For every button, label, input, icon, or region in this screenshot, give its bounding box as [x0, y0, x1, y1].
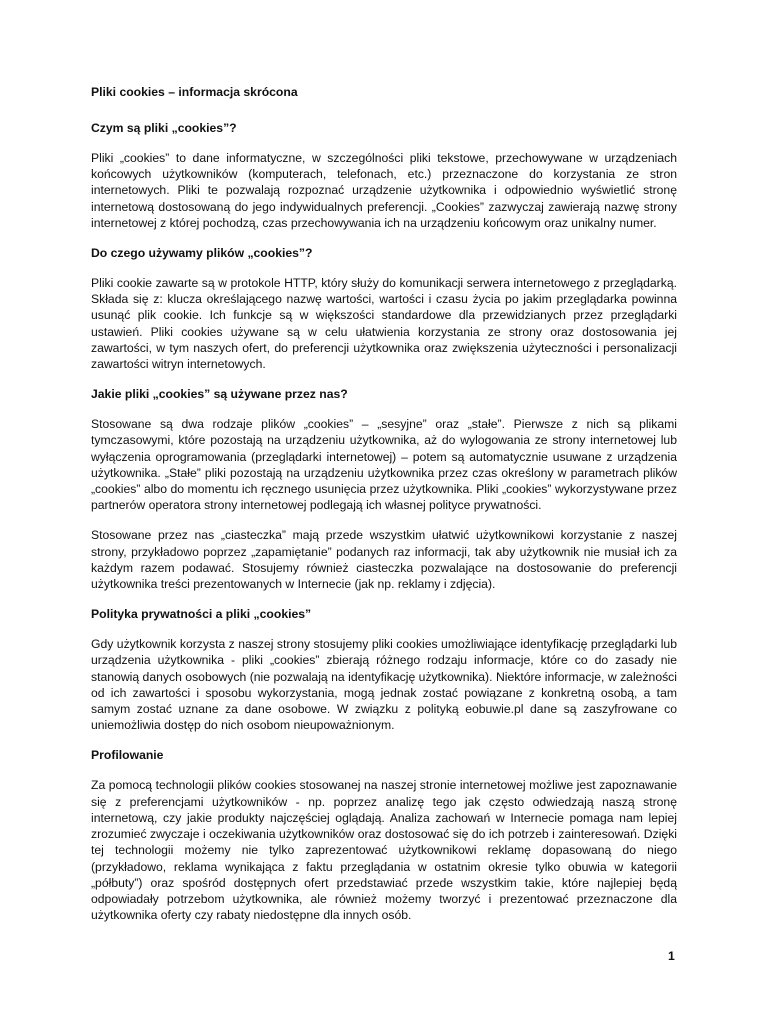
page-number: 1 [668, 949, 675, 963]
section-paragraph: Pliki cookie zawarte są w protokole HTTP, który służy do komunikacji serwera internetowego z przeglądarką. Składa się z: klucza określającego nazwę wartości, wartości i czasu życia po jakim przeglądarka powinna usunąć plik cookie. Ich funkcje są w większości standardowe dla przewidzianych przez przeglądarki ustawień. Pliki cookies używane są w celu ułatwienia korzystania ze strony oraz dostosowania jej zawartości, w tym naszych ofert, do preferencji użytkownika oraz zwiększenia użyteczności i personalizacji zawartości witryn internetowych. [91, 276, 677, 372]
section-heading: Czym są pliki „cookies”? [91, 121, 237, 135]
section-paragraph: Pliki „cookies” to dane informatyczne, w szczególności pliki tekstowe, przechowywane w urządzeniach końcowych użytkowników (komputerach, telefonach, etc.) przeznaczone do korzystania ze stron internetowych. Pliki te pozwalają rozpoznać urządzenie użytkownika i odpowiednio wyświetlić stronę internetową dostosowaną do jego indywidualnych preferencji. „Cookies” zazwyczaj zawierają nazwę strony internetowej z której pochodzą, czas przechowywania ich na urządzeniu końcowym oraz unikalny numer. [91, 151, 677, 230]
section-paragraph: Stosowane są dwa rodzaje plików „cookies” – „sesyjne” oraz „stałe”. Pierwsze z nich są plikami tymczasowymi, które pozostają na urządzeniu użytkownika, aż do wylogowania ze strony internetowej lub wyłączenia oprogramowania (przeglądarki internetowej) – potem są automatycznie usuwane z urządzenia użytkownika. „Stałe” pliki pozostają na urządzeniu użytkownika przez czas określony w parametrach plików „cookies” albo do momentu ich ręcznego usunięcia przez użytkownika. Pliki „cookies” wykorzystywane przez partnerów operatora strony internetowej podlegają ich własnej polityce prywatności. [91, 417, 677, 513]
document-page [91, 84, 677, 937]
section-paragraph: Gdy użytkownik korzysta z naszej strony stosujemy pliki cookies umożliwiające identyfikację przeglądarki lub urządzenia użytkownika - pliki „cookies” zbierają różnego rodzaju informacje, które co do zasady nie stanowią danych osobowych (nie pozwalają na identyfikację użytkownika). Niektóre informacje, w zależności od ich zawartości i sposobu wykorzystania, mogą jednak zostać powiązane z konkretną osobą, a tam samym zostać uznane za dane osobowe. W związku z polityką eobuwie.pl dane są zaszyfrowane co uniemożliwia dostęp do nich osobom nieupoważnionym. [91, 637, 677, 733]
section-paragraph: Stosowane przez nas „ciasteczka” mają przede wszystkim ułatwić użytkownikowi korzystanie z naszej strony, przykładowo poprzez „zapamiętanie” podanych raz informacji, tak aby użytkownik nie musiał ich za każdym razem podawać. Stosujemy również ciasteczka pozwalające na dostosowanie do preferencji użytkownika treści prezentowanych w Internecie (jak np. reklamy i zdjęcia). [91, 528, 677, 592]
document-title: Pliki cookies – informacja skrócona [91, 85, 298, 99]
section-heading: Polityka prywatności a pliki „cookies” [91, 607, 312, 622]
section-heading: Do czego używamy plików „cookies”? [91, 246, 313, 261]
section-heading: Jakie pliki „cookies” są używane przez nas? [91, 387, 348, 402]
section-heading: Profilowanie [91, 748, 164, 763]
section-paragraph: Za pomocą technologii plików cookies stosowanej na naszej stronie internetowej możliwe jest zapoznawanie się z preferencjami użytkowników - np. poprzez analizę tego jak często odwiedzają naszą stronę internetową, czy jakie produkty najczęściej oglądają. Analiza zachowań w Internecie pomaga nam lepiej zrozumieć zwyczaje i oczekiwania użytkowników oraz dostosować się do ich potrzeb i zainteresowań. Dzięki tej technologii możemy nie tylko zaprezentować użytkownikowi reklamę dopasowaną do niego (przykładowo, reklama wynikająca z faktu przeglądania w ostatnim okresie tylko obuwia w kategorii „półbuty”) oraz spośród dostępnych ofert przedstawiać przede wszystkim takie, które najlepiej będą odpowiadały potrzebom użytkownika, ale również możemy tworzyć i prezentować przeznaczone dla użytkownika oferty czy rabaty niedostępne dla innych osób. [91, 778, 677, 923]
